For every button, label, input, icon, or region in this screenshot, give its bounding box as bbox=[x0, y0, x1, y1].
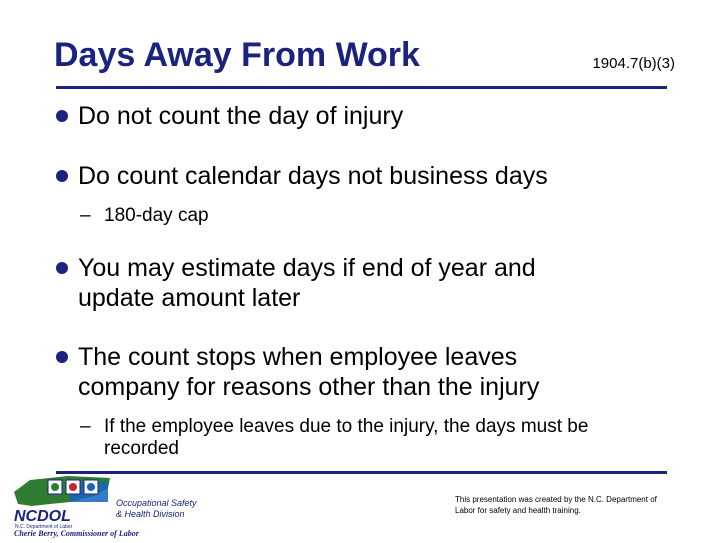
title-divider bbox=[56, 86, 667, 89]
subbullet-text: If the employee leaves due to the injury, the days must be recorded bbox=[104, 416, 589, 459]
bullet-dot-icon bbox=[56, 351, 68, 363]
logo-wordmark: NCDOL bbox=[14, 508, 71, 525]
subbullet-text: 180-day cap bbox=[104, 205, 209, 226]
division-line-1: Occupational Safety bbox=[116, 498, 197, 508]
bullet-text: You may estimate days if end of year and update amount later bbox=[78, 254, 536, 312]
dash-icon: – bbox=[80, 205, 91, 226]
logo-subtext: N.C. Department of Labor bbox=[15, 524, 73, 530]
bullet-text: Do not count the day of injury bbox=[78, 102, 404, 130]
bullet-text: The count stops when employee leaves company for reasons other than the injury bbox=[78, 343, 540, 401]
ncdol-logo-graphic bbox=[10, 474, 225, 538]
bullet-dot-icon bbox=[56, 262, 68, 274]
commissioner-name: Cherie Berry, Commissioner of Labor bbox=[14, 529, 139, 538]
regulation-reference: 1904.7(b)(3) bbox=[592, 55, 675, 72]
page-title: Days Away From Work bbox=[54, 36, 420, 74]
footer-note: This presentation was created by the N.C. Department of Labor for safety and health training. bbox=[455, 495, 657, 515]
division-line-2: & Health Division bbox=[116, 509, 185, 519]
dash-icon: – bbox=[80, 416, 91, 437]
bullet-text: Do count calendar days not business days bbox=[78, 162, 548, 190]
bullet-dot-icon bbox=[56, 110, 68, 122]
ncdol-logo bbox=[10, 474, 225, 538]
bullet-dot-icon bbox=[56, 170, 68, 182]
